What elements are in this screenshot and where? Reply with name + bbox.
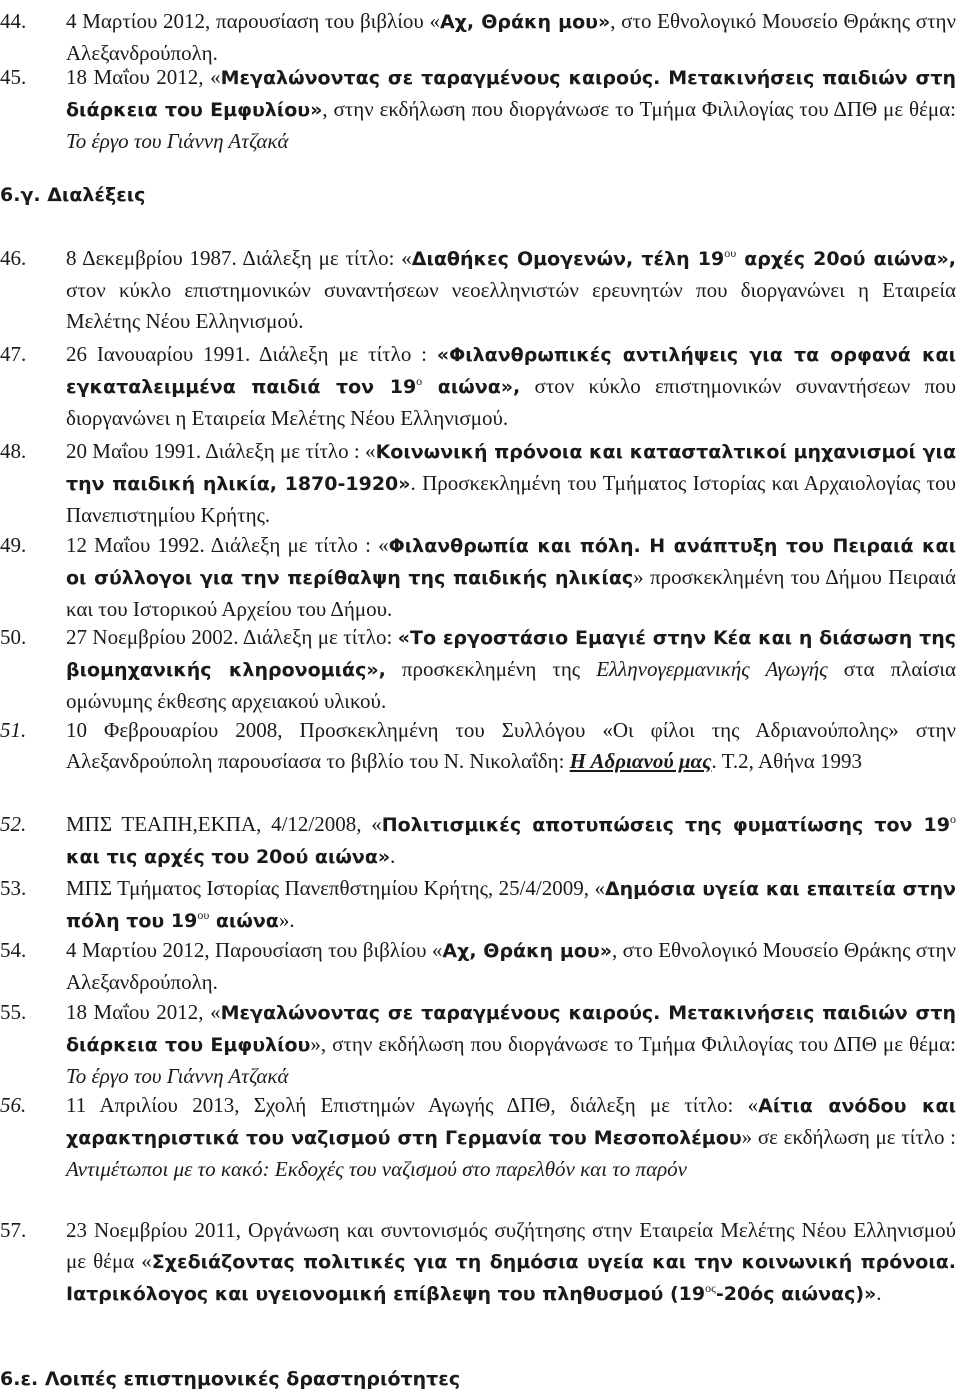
text-run: 8 Δεκεμβρίου 1987. Διάλεξη με τίτλο: «: [66, 246, 412, 270]
item-text: [66, 62, 956, 157]
text-run: Κοινωνική πρόνοια και κατασταλτικοί μηχανισμοί για την παιδική ηλικία, 1870-1920»: [66, 441, 957, 495]
item-text: [66, 243, 956, 337]
item-text: [66, 1090, 956, 1185]
text-run: αρχές 20ού αιώνα»,: [736, 248, 957, 270]
superscript: ου: [197, 908, 210, 922]
text-run: .: [390, 844, 396, 868]
text-run: 20 Μαΐου 1991. Διάλεξη με τίτλο : «: [66, 439, 376, 463]
item-number: 47.: [0, 342, 27, 366]
text-run: «Φιλανθρωπικές αντιλήψεις για τα ορφανά και εγκαταλειμμένα παιδιά τον 19: [66, 344, 956, 398]
text-run: αιώνα: [209, 910, 279, 932]
text-run: Μεγαλώνοντας σε ταραγμένους καιρούς. Μετακινήσεις παιδιών στη διάρκεια του Εμφυλίου»: [66, 67, 956, 121]
text-run: 4 Μαρτίου 2012, Παρουσίαση του βιβλίου «: [66, 938, 443, 962]
text-run: προσκεκλημένη της: [385, 657, 597, 681]
text-run: . Προσκεκλημένη του Τμήματος Ιστορίας και Αρχαιολογίας του Πανεπιστημίου Κρήτης.: [66, 471, 957, 527]
item-number: 45.: [0, 65, 27, 89]
text-run: » προσκεκλημένη του Δήμου Πειραιά και του Ιστορικού Αρχείου του Δήμου.: [66, 565, 957, 621]
item-text: [66, 530, 956, 625]
item-text: [66, 1215, 956, 1310]
text-run: 27 Νοεμβρίου 2002. Διάλεξη με τίτλο:: [66, 625, 398, 649]
text-run: Διαθήκες Ομογενών, τέλη 19: [411, 248, 725, 270]
text-run: Η Αδριανού μας: [569, 749, 712, 773]
text-run: Το έργο του Γιάννη Ατζακά: [66, 129, 289, 153]
item-text: [66, 809, 956, 873]
item-text: [66, 436, 956, 531]
text-run: 10 Φεβρουαρίου 2008, Προσκεκλημένη του Συλλόγου «Οι φίλοι της Αδριανούπολης» στην Αλεξανδρούπολη παρουσίασα το βιβλίο του Ν. Νικολαΐδη:: [66, 718, 956, 773]
item-text: [66, 715, 956, 777]
text-run: Μεγαλώνοντας σε ταραγμένους καιρούς. Μετακινήσεις παιδιών στη διάρκεια του Εμφυλίου: [66, 1002, 956, 1056]
text-run: στον κύκλο επιστημονικών συναντήσεων νεοελληνιστών ερευνητών που διοργανώνει η Εταιρεία Μελέτης Νέου Ελληνισμού.: [66, 278, 956, 333]
text-run: Φιλανθρωπία και πόλη. Η ανάπτυξη του Πειραιά και οι σύλλογοι για την περίθαλψη της παιδικής ηλικίας: [66, 535, 957, 589]
item-text: [66, 6, 956, 69]
section-heading-other-activities: 6.ε. Λοιπές επιστημονικές δραστηριότητες: [0, 1368, 461, 1390]
item-number: 44.: [0, 9, 27, 33]
text-run: 18 Μαΐου 2012, «: [66, 65, 221, 89]
text-run: στα πλαίσια ομώνυμης έκθεσης αρχειακού υλικού.: [66, 657, 957, 713]
item-number: 49.: [0, 533, 27, 557]
superscript: ο: [416, 374, 423, 388]
item-number: 54.: [0, 938, 27, 962]
superscript: ου: [724, 246, 737, 260]
item-text: [66, 873, 956, 937]
item-text: [66, 935, 956, 998]
section-heading-lectures: 6.γ. Διαλέξεις: [0, 184, 146, 206]
text-run: -20ός αιώνας)»: [715, 1283, 877, 1305]
text-run: 12 Μαΐου 1992. Διάλεξη με τίτλο : «: [66, 533, 389, 557]
item-number: 57.: [0, 1218, 27, 1242]
item-number: 50.: [0, 625, 27, 649]
text-run: , στην εκδήλωση που διοργάνωσε το Τμήμα Φιλιλογίας του ΔΠΘ με θέμα:: [322, 97, 956, 121]
item-number: 53.: [0, 876, 27, 900]
item-number: 48.: [0, 439, 27, 463]
text-run: », στην εκδήλωση που διοργάνωσε το Τμήμα Φιλιλογίας του ΔΠΘ με θέμα:: [310, 1032, 956, 1056]
item-number: 56.: [0, 1093, 27, 1117]
text-run: 18 Μαΐου 2012, «: [66, 1000, 221, 1024]
text-run: Αχ, Θράκη μου»: [442, 940, 612, 962]
text-run: , στο Εθνολογικό Μουσείο Θράκης στην Αλεξανδρούπολη.: [66, 938, 957, 994]
text-run: Ελληνογερμανικής Αγωγής: [596, 657, 828, 681]
text-run: Το έργο του Γιάννη Ατζακά: [66, 1064, 289, 1088]
item-number: 55.: [0, 1000, 27, 1024]
text-run: Σχεδιάζοντας πολιτικές για τη δημόσια υγεία και την κοινωνική πρόνοια. Ιατρικόλογος και υγειονομική επίβλεψη του πληθυσμού (19: [66, 1251, 957, 1305]
text-run: Αντιμέτωποι με το κακό: Εκδοχές του ναζισμού στο παρελθόν και το παρόν: [66, 1157, 687, 1181]
text-run: Αίτια ανόδου και χαρακτηριστικά του ναζισμού στη Γερμανία του Μεσοπολέμου: [66, 1095, 956, 1149]
text-run: ».: [278, 908, 295, 932]
item-text: [66, 997, 956, 1092]
text-run: Αχ, Θράκη μου»: [439, 11, 611, 33]
text-run: 4 Μαρτίου 2012, παρουσίαση του βιβλίου «: [66, 9, 440, 33]
superscript: ος: [705, 1281, 716, 1295]
text-run: .: [876, 1281, 882, 1305]
text-run: ΜΠΣ ΤΕΑΠΗ,ΕΚΠΑ, 4/12/2008, «: [66, 812, 382, 836]
text-run: . Τ.2, Αθήνα 1993: [711, 749, 862, 773]
superscript: ο: [950, 812, 956, 826]
text-run: ΜΠΣ Τμήματος Ιστορίας Πανεπθστημίου Κρήτης, 25/4/2009, «: [66, 876, 605, 900]
item-number: 46.: [0, 246, 27, 270]
item-number: 51.: [0, 718, 27, 742]
text-run: Πολιτισμικές αποτυπώσεις της φυματίωσης τον 19: [381, 814, 950, 836]
text-run: «Το εργοστάσιο Εμαγιέ στην Κέα και η διάσωση της βιομηχανικής κληρονομιάς»,: [66, 627, 957, 681]
text-run: στον κύκλο επιστημονικών συναντήσεων που διοργανώνει η Εταιρεία Μελέτης Νέου Ελληνισμού.: [66, 374, 956, 430]
text-run: 11 Απριλίου 2013, Σχολή Επιστημών Αγωγής ΔΠΘ, διάλεξη με τίτλο: «: [66, 1093, 759, 1117]
text-run: » σε εκδήλωση με τίτλο :: [741, 1125, 956, 1149]
text-run: 26 Ιανουαρίου 1991. Διάλεξη με τίτλο :: [66, 342, 437, 366]
item-number: 52.: [0, 812, 27, 836]
item-text: [66, 622, 956, 717]
text-run: αιώνα»,: [422, 376, 521, 398]
text-run: και τις αρχές του 20ού αιώνα»: [66, 846, 391, 868]
text-run: 23 Νοεμβρίου 2011, Οργάνωση και συντονισμός συζήτησης στην Εταιρεία Μελέτης Νέου Ελληνισμού με θέμα «: [66, 1218, 956, 1273]
text-run: , στο Εθνολογικό Μουσείο Θράκης στην Αλεξανδρούπολη.: [66, 9, 956, 65]
text-run: Δημόσια υγεία και επαιτεία στην πόλη του 19: [66, 878, 956, 932]
item-text: [66, 339, 956, 434]
